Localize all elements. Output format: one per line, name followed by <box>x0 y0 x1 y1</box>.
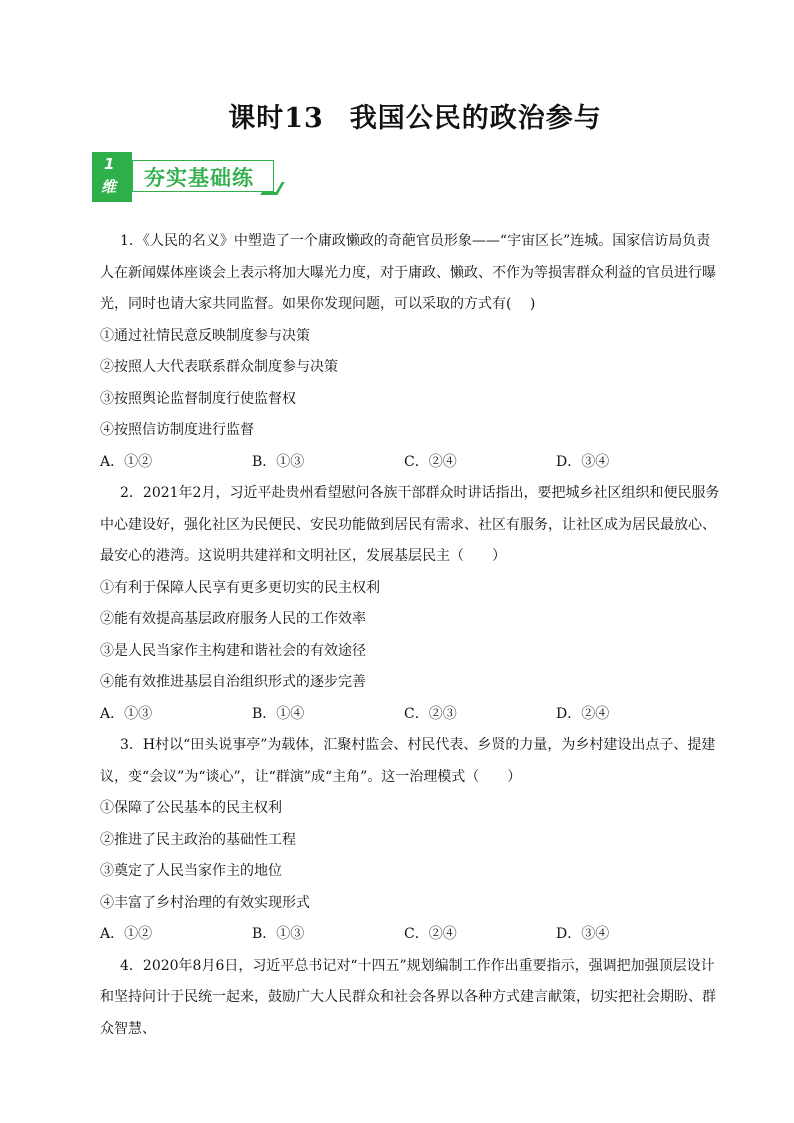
answer-choice: B．①④ <box>252 705 305 722</box>
question-4 <box>100 951 724 1046</box>
answer-choice: D．③④ <box>556 453 610 470</box>
page-title <box>0 96 794 135</box>
statement-option: ①保障了公民基本的民主权利 <box>100 800 282 816</box>
question-3 <box>100 730 724 951</box>
statement-option: ③按照舆论监督制度行使监督权 <box>100 390 296 407</box>
answer-choice: A．①② <box>100 453 153 470</box>
badge-level: 1 <box>104 155 115 173</box>
statement-option: ④丰富了乡村治理的有效实现形式 <box>100 894 310 911</box>
answer-choice: C．②③ <box>404 705 457 722</box>
question-stem: 4．2020年8月6日，习近平总书记对“十四五”规划编制工作作出重要指示，强调把加强顶层设计和坚持问计于民统一起来，鼓励广大人民群众和社会各界以各种方式建言献策，切实把社会期盼、群众智慧、 <box>100 957 716 1037</box>
question-list <box>100 226 724 1045</box>
answer-choice: D．③④ <box>556 926 610 942</box>
statement-option: ②按照人大代表联系群众制度参与决策 <box>100 359 338 375</box>
question-stem: 2．2021年2月，习近平赴贵州看望慰问各族干部群众时讲话指出，要把城乡社区组织和便民服务中心建设好，强化社区为民便民、安民功能做到居民有需求、社区有服务，让社区成为居民最放心、最安心的港湾。这说明共建祥和文明社区，发展基层民主（ ） <box>100 485 720 564</box>
answer-choice: B．①③ <box>252 453 305 470</box>
answer-choice: D．②④ <box>556 705 610 722</box>
answer-choice: A．①② <box>100 926 153 942</box>
badge-label: 夯实基础练 <box>144 166 254 190</box>
statement-option: ④能有效推进基层自治组织形式的逐步完善 <box>100 674 366 690</box>
statement-option: ③奠定了人民当家作主的地位 <box>100 863 282 879</box>
statement-option: ①有利于保障人民享有更多更切实的民主权利 <box>100 579 380 596</box>
question-1 <box>100 226 724 478</box>
answer-choice: C．②④ <box>404 453 457 470</box>
lesson-title: 我国公民的政治参与 <box>349 103 602 134</box>
statement-option: ③是人民当家作主构建和谐社会的有效途径 <box>100 642 366 659</box>
statement-option: ④按照信访制度进行监督 <box>100 422 254 438</box>
question-stem: 1．《人民的名义》中塑造了一个庸政懒政的奇葩官员形象——“宇宙区长”连城。国家信访局负责人在新闻媒体座谈会上表示将加大曝光力度，对于庸政、懒政、不作为等损害群众利益的官员进行曝光，同时也请大家共同监督。如果你发现问题，可以采取的方式有( ) <box>100 233 716 312</box>
statement-option: ②能有效提高基层政府服务人民的工作效率 <box>100 611 366 627</box>
answer-choices <box>100 447 724 479</box>
statement-option: ②推进了民主政治的基础性工程 <box>100 831 296 848</box>
statement-option: ①通过社情民意反映制度参与决策 <box>100 327 310 344</box>
answer-choices <box>100 919 724 951</box>
question-2 <box>100 478 724 730</box>
answer-choice: C．②④ <box>404 926 457 942</box>
badge-unit: 维 <box>101 178 117 196</box>
lesson-number: 课时13 <box>228 103 324 134</box>
answer-choice: A．①③ <box>100 705 153 722</box>
section-badge <box>92 152 292 204</box>
answer-choice: B．①③ <box>252 926 305 942</box>
question-stem: 3．H村以“田头说事亭”为载体，汇聚村监会、村民代表、乡贤的力量，为乡村建设出点子、提建议，变“会议”为“谈心”，让“群演”成“主角”。这一治理模式（ ） <box>100 737 716 785</box>
answer-choices <box>100 699 724 731</box>
